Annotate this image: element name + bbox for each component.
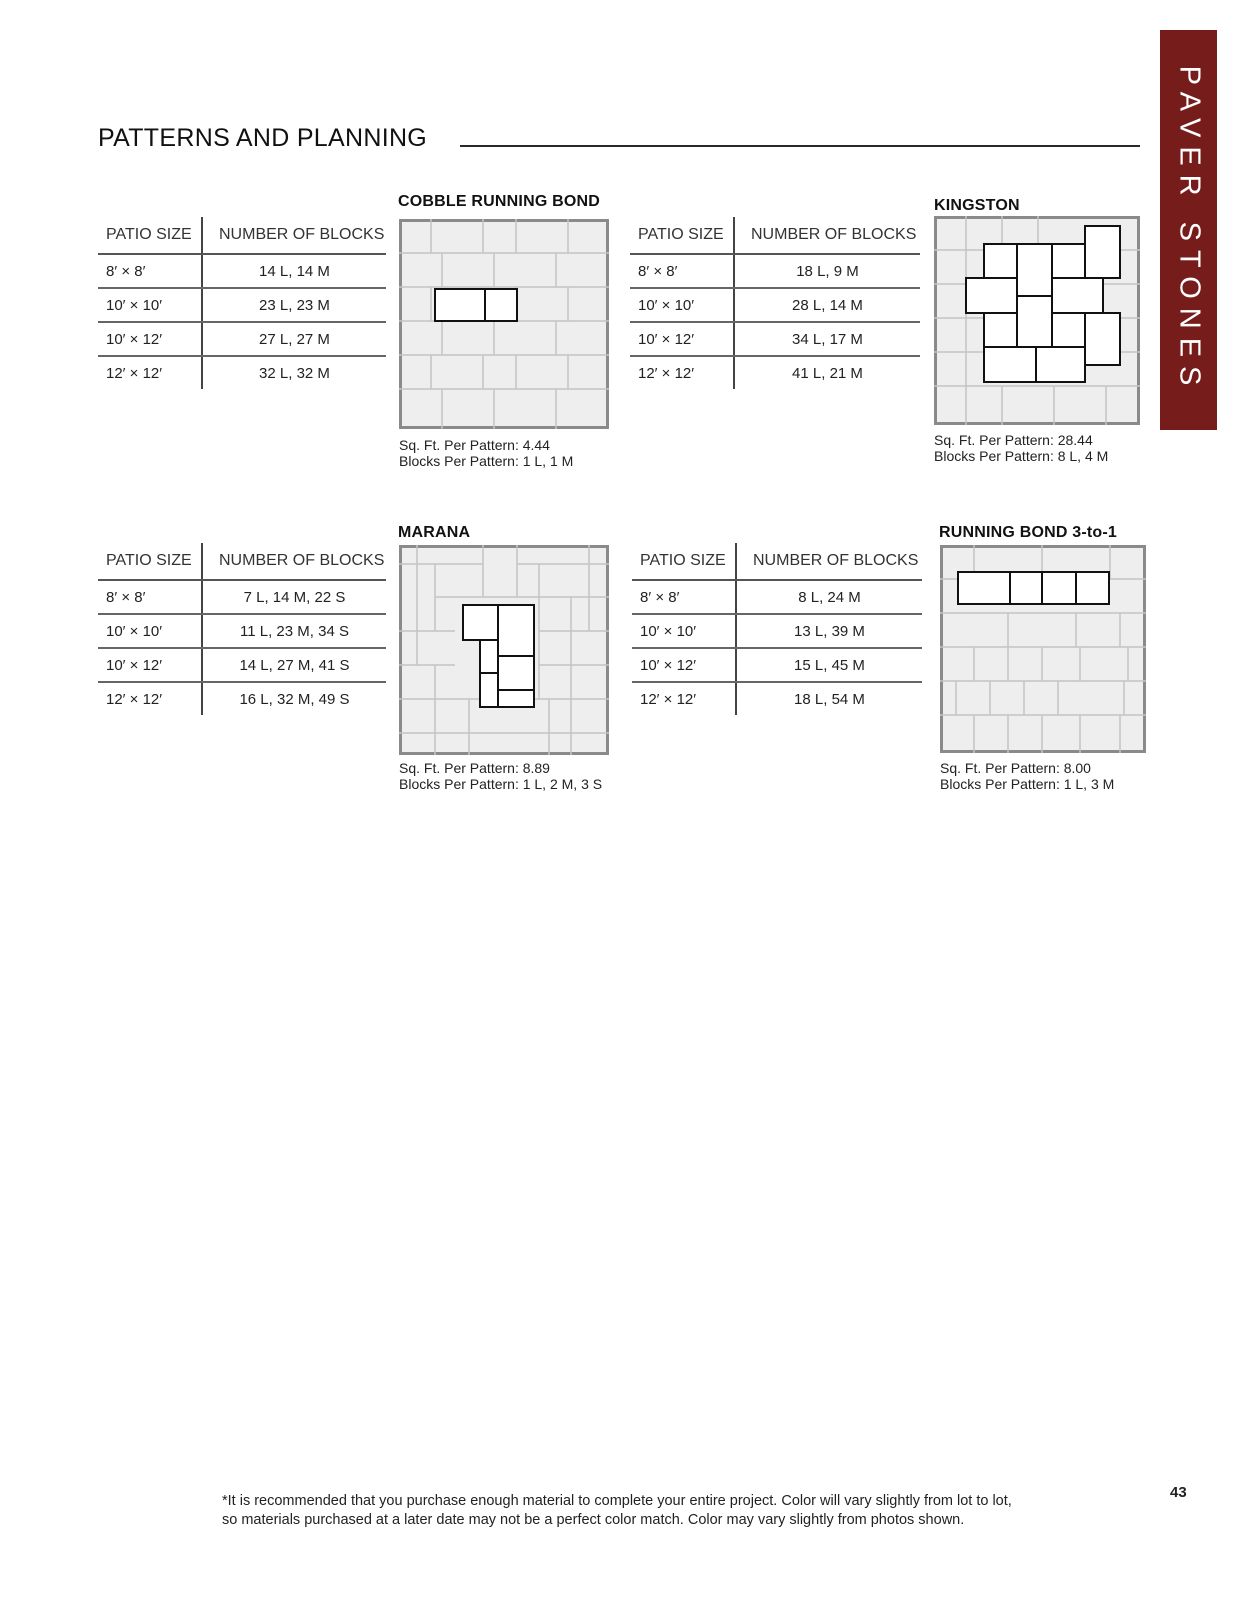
blocks-cell: 34 L, 17 M (734, 322, 920, 356)
sqft-per-pattern: Sq. Ft. Per Pattern: 8.89 (399, 760, 550, 776)
patio-size-cell: 8′ × 8′ (98, 254, 202, 288)
blocks-cell: 23 L, 23 M (202, 288, 386, 322)
table-row (98, 288, 386, 322)
table-header-row (98, 543, 386, 580)
section-tab-label: PAVER STONES (1173, 65, 1205, 395)
cobble-pattern-diagram (399, 219, 609, 429)
table-row (632, 580, 922, 614)
blocks-cell: 8 L, 24 M (736, 580, 922, 614)
number-of-blocks-header: NUMBER OF BLOCKS (202, 217, 386, 254)
blocks-cell: 18 L, 9 M (734, 254, 920, 288)
patio-size-cell: 10′ × 10′ (98, 614, 202, 648)
blocks-per-pattern: Blocks Per Pattern: 1 L, 2 M, 3 S (399, 776, 603, 792)
patio-size-header: PATIO SIZE (632, 543, 736, 580)
table-row (98, 648, 386, 682)
patio-size-cell: 12′ × 12′ (632, 682, 736, 715)
number-of-blocks-header: NUMBER OF BLOCKS (202, 543, 386, 580)
blocks-cell: 27 L, 27 M (202, 322, 386, 356)
table-row (632, 648, 922, 682)
patio-size-cell: 8′ × 8′ (632, 580, 736, 614)
blocks-cell: 18 L, 54 M (794, 690, 865, 708)
table-row (632, 614, 922, 648)
patio-size-cell: 10′ × 10′ (98, 288, 202, 322)
table-header-row (98, 217, 386, 254)
sqft-per-pattern: Sq. Ft. Per Pattern: 28.44 (934, 432, 1093, 448)
footnote-line: so materials purchased at a later date may not be a perfect color match. Color may vary slightly from photos shown. (222, 1512, 965, 1528)
running-bond-blocks-table (632, 543, 922, 715)
table-row (98, 614, 386, 648)
table-row (98, 580, 386, 614)
cobble-pattern-name: COBBLE RUNNING BOND (398, 193, 601, 210)
blocks-per-pattern: Blocks Per Pattern: 8 L, 4 M (934, 448, 1109, 464)
footnote (222, 1492, 1012, 1530)
kingston-blocks-table (630, 217, 920, 389)
table-row (630, 322, 920, 356)
table-row (98, 254, 386, 288)
footnote-line: *It is recommended that you purchase enough material to complete your entire project. Color will vary slightly from lot to lot, (222, 1493, 1012, 1509)
running-bond-pattern-name: RUNNING BOND 3-to-1 (939, 524, 1118, 541)
blocks-cell: 13 L, 39 M (736, 614, 922, 648)
kingston-pattern-name: KINGSTON (934, 197, 1020, 214)
patio-size-header: PATIO SIZE (630, 217, 734, 254)
kingston-pattern-info (934, 432, 1108, 464)
blocks-per-pattern: Blocks Per Pattern: 1 L, 3 M (940, 776, 1115, 792)
blocks-cell: 28 L, 14 M (734, 288, 920, 322)
table-row (98, 356, 386, 389)
blocks-cell: 41 L, 21 M (792, 364, 863, 382)
patio-size-cell: 10′ × 12′ (98, 648, 202, 682)
page-number: 43 (1170, 1484, 1187, 1501)
table-row (630, 356, 920, 389)
patio-size-cell: 10′ × 10′ (630, 288, 734, 322)
patio-size-cell: 10′ × 12′ (98, 322, 202, 356)
sqft-per-pattern: Sq. Ft. Per Pattern: 4.44 (399, 437, 550, 453)
kingston-pattern-diagram (934, 216, 1140, 425)
marana-pattern-diagram (399, 545, 609, 755)
patio-size-cell: 10′ × 12′ (632, 648, 736, 682)
table-header-row (632, 543, 922, 580)
patio-size-cell: 12′ × 12′ (630, 356, 734, 389)
table-row (632, 682, 922, 715)
table-header-row (630, 217, 920, 254)
marana-pattern-name: MARANA (398, 524, 471, 541)
table-row (630, 288, 920, 322)
section-tab (1160, 30, 1217, 430)
table-row (98, 682, 386, 715)
cobble-pattern-info (399, 437, 573, 469)
marana-blocks-table (98, 543, 386, 715)
patio-size-header: PATIO SIZE (98, 217, 202, 254)
blocks-per-pattern: Blocks Per Pattern: 1 L, 1 M (399, 453, 574, 469)
marana-pattern-info (399, 760, 602, 792)
sqft-per-pattern: Sq. Ft. Per Pattern: 8.00 (940, 760, 1091, 776)
blocks-cell: 7 L, 14 M, 22 S (202, 580, 386, 614)
title-divider (460, 145, 1140, 147)
blocks-cell: 14 L, 14 M (202, 254, 386, 288)
page-title: PATTERNS AND PLANNING (98, 124, 428, 152)
patio-size-cell: 12′ × 12′ (98, 682, 202, 715)
patio-size-cell: 8′ × 8′ (630, 254, 734, 288)
number-of-blocks-header: NUMBER OF BLOCKS (734, 217, 920, 254)
patio-size-cell: 10′ × 12′ (630, 322, 734, 356)
patio-size-header: PATIO SIZE (98, 543, 202, 580)
running-bond-pattern-info (940, 760, 1114, 792)
blocks-cell: 11 L, 23 M, 34 S (202, 614, 386, 648)
number-of-blocks-header: NUMBER OF BLOCKS (736, 543, 922, 580)
blocks-cell: 16 L, 32 M, 49 S (239, 690, 350, 708)
blocks-cell: 14 L, 27 M, 41 S (202, 648, 386, 682)
cobble-blocks-table (98, 217, 386, 389)
patio-size-cell: 10′ × 10′ (632, 614, 736, 648)
table-row (98, 322, 386, 356)
running-bond-pattern-diagram (940, 545, 1146, 753)
blocks-cell: 15 L, 45 M (736, 648, 922, 682)
patio-size-cell: 12′ × 12′ (98, 356, 202, 389)
blocks-cell: 32 L, 32 M (259, 364, 330, 382)
patio-size-cell: 8′ × 8′ (98, 580, 202, 614)
table-row (630, 254, 920, 288)
